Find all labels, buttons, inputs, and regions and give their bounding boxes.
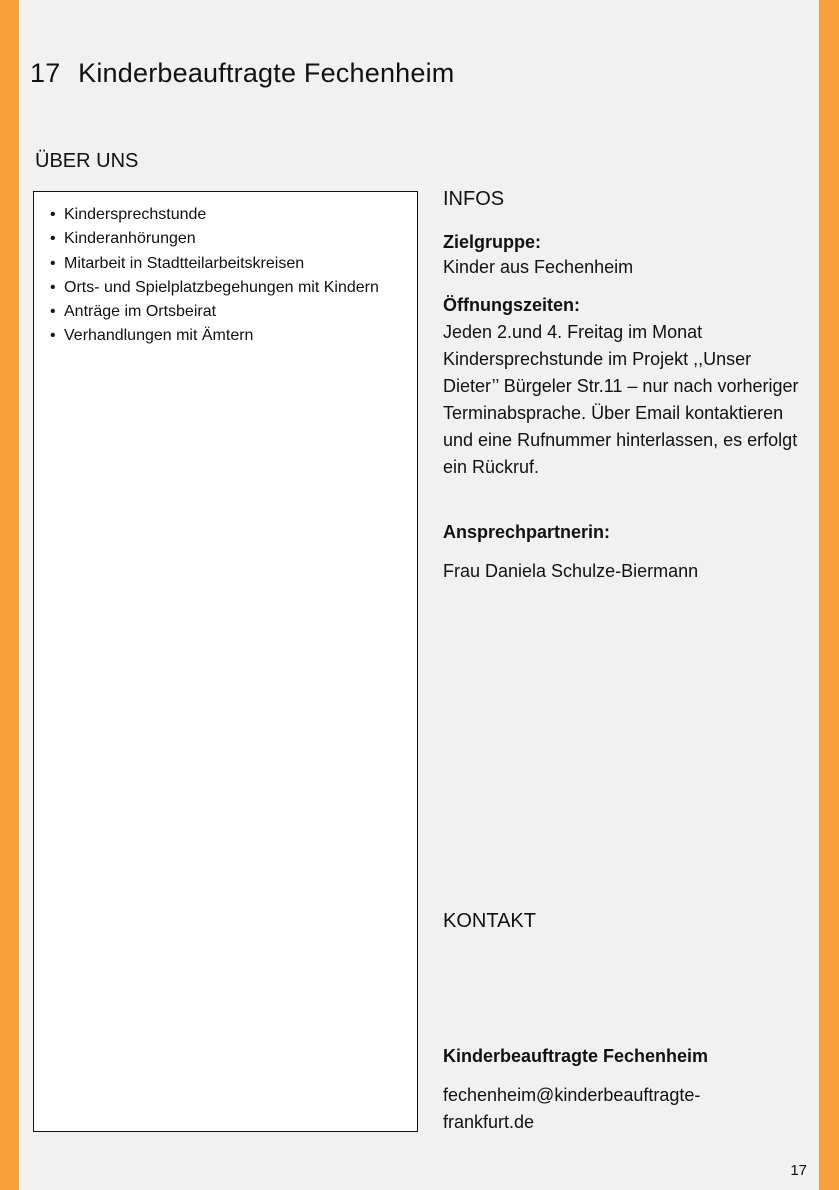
list-item: • Kinderanhörungen [50,227,400,251]
opening-hours-label: Öffnungszeiten: [443,295,580,315]
right-accent-bar [819,0,839,1190]
contact-person-value: Frau Daniela Schulze-Biermann [443,561,699,581]
email-link[interactable]: fechenheim@kinderbeauftragte-frankfurt.de [443,1085,701,1132]
section-number: 17 [30,58,61,88]
list-item: • Kindersprechstunde [50,203,400,227]
list-item: • Mitarbeit in Stadtteilarbeitskreisen [50,252,400,276]
target-group-value: Kinder aus Fechenheim [443,257,634,277]
contact-heading: KONTAKT [443,910,536,932]
list-item: • Orts- und Spielplatzbegehungen mit Kindern [50,276,400,300]
list-item: • Anträge im Ortsbeirat [50,300,400,324]
organization-name: Kinderbeauftragte Fechenheim [443,1046,709,1066]
about-list [50,203,400,349]
section-title: Kinderbeauftragte Fechenheim [78,58,455,88]
about-box [33,191,418,1132]
list-item: • Verhandlungen mit Ämtern [50,324,400,348]
opening-hours-value: Jeden 2.und 4. Freitag im Monat Kindersprechstunde im Projekt ,,Unser Dieter’’ Bürgeler Str.11 – nur nach vorheriger Terminabsprache. Über Email kontaktieren und eine Rufnummer hinterlassen, es erfolgt ein Rückruf. [443,322,799,477]
target-group-label: Zielgruppe: [443,232,541,252]
about-heading: ÜBER UNS [35,150,139,172]
left-accent-bar [0,0,19,1190]
page-number: 17 [790,1162,807,1179]
page-title [30,58,454,89]
contact-person-label: Ansprechpartnerin: [443,522,611,542]
infos-heading: INFOS [443,188,505,210]
